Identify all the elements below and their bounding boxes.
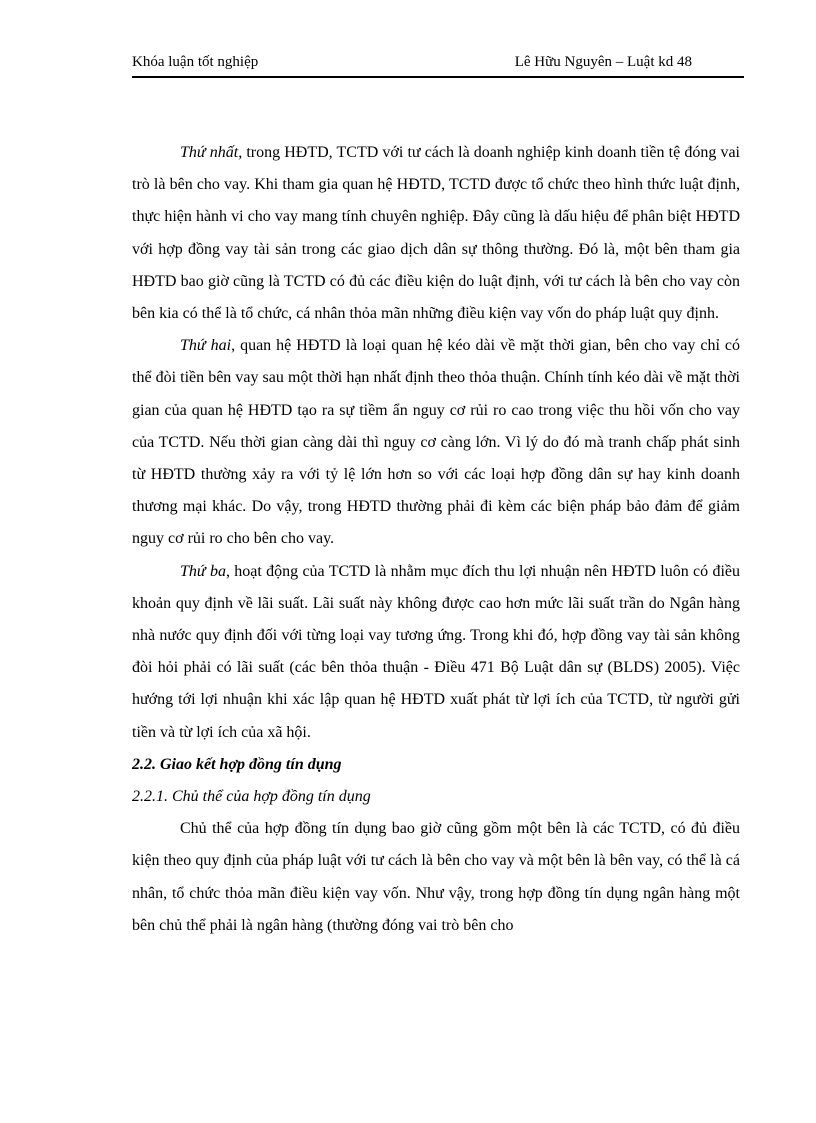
paragraph-text: , trong HĐTD, TCTD với tư cách là doanh nghiệp kinh doanh tiền tệ đóng vai trò là bên cho vay. Khi tham gia quan hệ HĐTD, TCTD được tổ chức theo hình thức luật định, thực hiện hành vi cho vay mang tính chuyên nghiệp. Đây cũng là dấu hiệu để phân biệt HĐTD với hợp đồng vay tài sản trong các giao dịch dân sự thông thường. Đó là, một bên tham gia HĐTD bao giờ cũng là TCTD có đủ các điều kiện do luật định, với tư cách là bên cho vay còn bên kia có thể là tổ chức, cá nhân thỏa mãn những điều kiện vay vốn do pháp luật quy định.: [132, 144, 740, 323]
header-author: Lê Hữu Nguyên – Luật kd 48: [514, 54, 692, 70]
paragraph-lead: Thứ ba: [180, 562, 226, 580]
section-heading-2-2: 2.2. Giao kết hợp đồng tín dụng: [132, 755, 342, 773]
paragraph-contract-parties: Chủ thể của hợp đồng tín dụng bao giờ cũng gồm một bên là các TCTD, có đủ điều kiện theo quy định của pháp luật với tư cách là bên cho vay và một bên là bên vay, có thể là cá nhân, tổ chức thỏa mãn điều kiện vay vốn. Như vậy, trong hợp đồng tín dụng ngân hàng một bên chủ thể phải là ngân hàng (thường đóng vai trò bên cho: [132, 820, 740, 934]
document-body: [132, 137, 740, 942]
paragraph-third-point: [132, 556, 740, 749]
paragraph-lead: Thứ hai: [180, 337, 232, 355]
header-document-type: Khóa luận tốt nghiệp: [132, 54, 259, 70]
section-heading-2-2-1: 2.2.1. Chủ thể của hợp đồng tín dụng: [132, 788, 371, 806]
paragraph-lead: Thứ nhất: [180, 144, 239, 161]
paragraph-first-point: [132, 137, 740, 330]
paragraph-text: , quan hệ HĐTD là loại quan hệ kéo dài về mặt thời gian, bên cho vay chỉ có thể đòi tiền bên vay sau một thời hạn nhất định theo thỏa thuận. Chính tính kéo dài về mặt thời gian của quan hệ HĐTD tạo ra sự tiềm ẩn nguy cơ rủi ro cao trong việc thu hồi vốn cho vay của TCTD. Nếu thời gian càng dài thì nguy cơ càng lớn. Vì lý do đó mà tranh chấp phát sinh từ HĐTD thường xảy ra với tỷ lệ lớn hơn so với các loại hợp đồng dân sự hay kinh doanh thương mại khác. Do vậy, trong HĐTD thường phải đi kèm các biện pháp bảo đảm để giảm nguy cơ rủi ro cho bên cho vay.: [132, 337, 740, 548]
page-header: [132, 52, 744, 78]
paragraph-text: , hoạt động của TCTD là nhằm mục đích thu lợi nhuận nên HĐTD luôn có điều khoản quy định về lãi suất. Lãi suất này không được cao hơn mức lãi suất trần do Ngân hàng nhà nước quy định đối với từng loại vay tương ứng. Trong khi đó, hợp đồng vay tài sản không đòi hỏi phải có lãi suất (các bên thỏa thuận - Điều 471 Bộ Luật dân sự (BLDS) 2005). Việc hướng tới lợi nhuận khi xác lập quan hệ HĐTD xuất phát từ lợi ích của TCTD, từ người gửi tiền và từ lợi ích của xã hội.: [132, 562, 741, 741]
paragraph-second-point: [132, 330, 740, 555]
